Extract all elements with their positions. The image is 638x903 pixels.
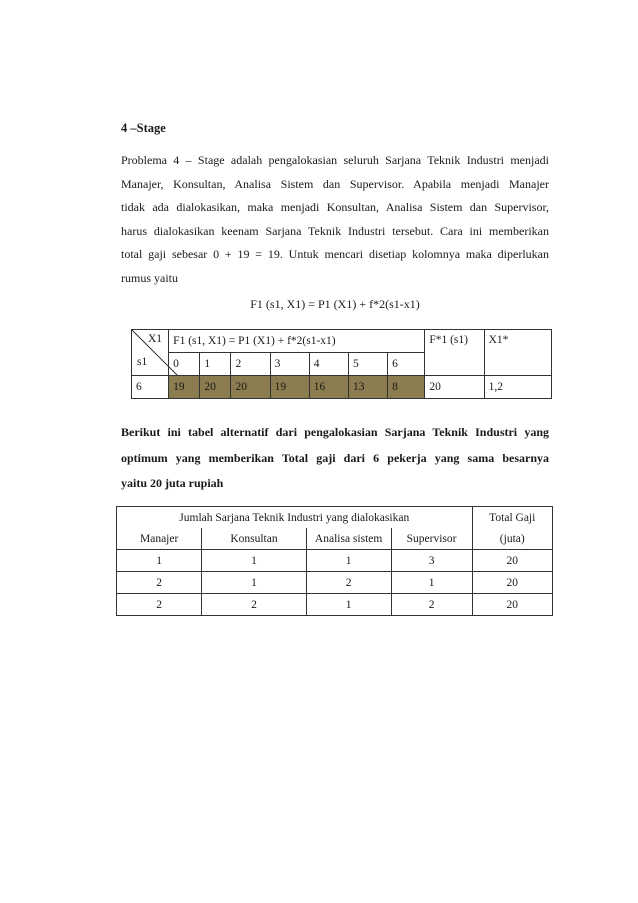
paragraph-line: optimum yang memberikan Total gaji dari 6 pekerja yang sama besarnya	[121, 450, 549, 465]
group-header: Jumlah Sarjana Teknik Industri yang dialokasikan	[117, 507, 473, 529]
formula-header: F1 (s1, X1) = P1 (X1) + f*2(s1-x1)	[169, 330, 425, 353]
x-value-header: 1	[200, 353, 231, 376]
paragraph-line: harus dialokasikan keenam Sarjana Teknik Industri tersebut. Cara ini memberikan	[121, 223, 549, 238]
table-cell: 1	[117, 550, 202, 572]
table-cell: 20	[472, 572, 553, 594]
x-value-header: 4	[309, 353, 348, 376]
f-header: F*1 (s1)	[425, 330, 484, 376]
table-row	[117, 594, 553, 616]
paragraph-line: Manajer, Konsultan, Analisa Sistem dan Supervisor. Apabila menjadi Manajer	[121, 176, 549, 191]
table-cell: 1	[306, 550, 391, 572]
paragraph-line: Berikut ini tabel alternatif dari pengalokasian Sarjana Teknik Industri yang	[121, 425, 549, 439]
x-value-header: 5	[348, 353, 387, 376]
table-cell: 2	[117, 594, 202, 616]
total-header-unit: (juta)	[472, 528, 553, 550]
x-value-header: 0	[169, 353, 200, 376]
value-cell: 20	[200, 376, 231, 399]
table-cell: 2	[306, 572, 391, 594]
intro-paragraph	[121, 149, 549, 291]
conclusion-paragraph	[121, 420, 549, 497]
x-value-header: 6	[388, 353, 425, 376]
table-cell: 1	[202, 572, 306, 594]
paragraph-line: yaitu 20 juta rupiah	[121, 476, 224, 490]
table-cell: 20	[472, 550, 553, 572]
table-cell: 2	[117, 572, 202, 594]
corner-s1-label: s1	[137, 356, 148, 368]
corner-x1-label: X1	[148, 333, 163, 345]
column-header: Manajer	[117, 528, 202, 550]
f-value: 20	[425, 376, 484, 399]
column-header: Analisa sistem	[306, 528, 391, 550]
column-header: Supervisor	[391, 528, 472, 550]
column-header: Konsultan	[202, 528, 306, 550]
total-header: Total Gaji	[472, 507, 553, 529]
allocation-table	[116, 506, 553, 616]
table-row	[132, 376, 552, 399]
table-row	[117, 550, 553, 572]
s1-value: 6	[132, 376, 169, 399]
formula: F1 (s1, X1) = P1 (X1) + f*2(s1-x1)	[250, 297, 420, 311]
value-cell: 19	[270, 376, 309, 399]
table-cell: 1	[391, 572, 472, 594]
paragraph-line: total gaji sebesar 0 + 19 = 19. Untuk mencari disetiap kolomnya maka diperlukan	[121, 247, 549, 262]
paragraph-line: rumus yaitu	[121, 270, 178, 285]
x-value-header: 2	[231, 353, 270, 376]
x-header: X1*	[484, 330, 551, 376]
value-cell: 19	[169, 376, 200, 399]
table-cell: 2	[202, 594, 306, 616]
table-cell: 2	[391, 594, 472, 616]
value-cell: 20	[231, 376, 270, 399]
stage-table	[131, 329, 552, 399]
paragraph-line: tidak ada dialokasikan, maka menjadi Konsultan, Analisa Sistem dan Supervisor,	[121, 200, 549, 215]
x-value: 1,2	[484, 376, 551, 399]
value-cell: 16	[309, 376, 348, 399]
value-cell: 13	[348, 376, 387, 399]
table-cell: 20	[472, 594, 553, 616]
table-cell: 1	[306, 594, 391, 616]
table-cell: 3	[391, 550, 472, 572]
x-value-header: 3	[270, 353, 309, 376]
section-heading: 4 –Stage	[121, 121, 166, 135]
corner-cell	[132, 330, 169, 376]
paragraph-line: Problema 4 – Stage adalah pengalokasian seluruh Sarjana Teknik Industri menjadi	[121, 153, 549, 167]
table-row	[117, 572, 553, 594]
table-cell: 1	[202, 550, 306, 572]
value-cell: 8	[388, 376, 425, 399]
